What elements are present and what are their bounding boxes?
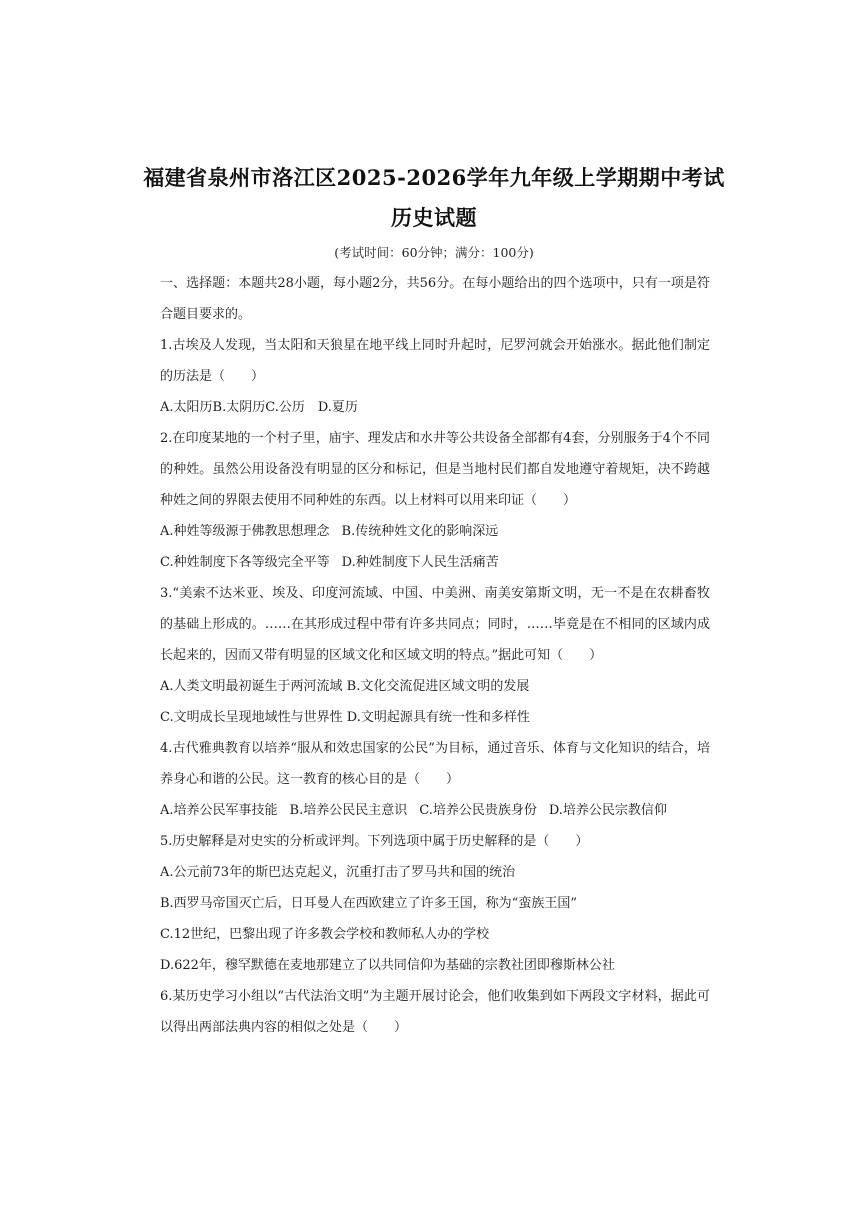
exam-info: (考试时间：60分钟；满分：100分) [334,245,534,260]
question-4-option-a: A.培养公民军事技能 [160,803,278,818]
section-intro: 一、选择题：本题共28小题，每小题2分，共56分。在每小题给出的四个选项中，只有一项是符合题目要求的。 [160,276,710,322]
question-2-option-b: B.传统种姓文化的影响深远 [341,524,499,539]
question-4-options [160,795,710,826]
question-1-stem: 1.古埃及人发现，当太阳和天狼星在地平线上同时升起时，尼罗河就会开始涨水。据此他们制定的历法是（ ） [160,338,710,384]
question-3-options-cd: C.文明成长呈现地域性与世界性 D.文明起源具有统一性和多样性 [160,710,530,725]
question-2-options-cd [160,547,710,578]
question-4-stem: 4.古代雅典教育以培养“服从和效忠国家的公民”为目标，通过音乐、体育与文化知识的结合，培养身心和谐的公民。这一教育的核心目的是（ ） [160,741,710,787]
question-5-option-b: B.西罗马帝国灭亡后，日耳曼人在西欧建立了许多王国，称为“蛮族王国” [160,896,577,911]
question-3-options-ab: A.人类文明最初诞生于两河流域 B.文化交流促进区域文明的发展 [160,679,530,694]
question-4-option-c: C.培养公民贵族身份 [419,803,537,818]
question-5-option-d: D.622年，穆罕默德在麦地那建立了以共同信仰为基础的宗教社团即穆斯林公社 [160,958,615,973]
question-2-stem: 2.在印度某地的一个村子里，庙宇、理发店和水井等公共设备全部都有4套，分别服务于4个不同的种姓。虽然公用设备没有明显的区分和标记，但是当地村民们都自发地遵守着规矩，决不跨越种姓之间的界限去使用不同种姓的东西。以上材料可以用来印证（ ） [160,431,710,508]
question-2-option-a: A.种姓等级源于佛教思想理念 [160,524,330,539]
question-4-option-b: B.培养公民民主意识 [289,803,408,818]
question-6-stem: 6.某历史学习小组以“古代法治文明”为主题开展讨论会，他们收集到如下两段文字材料，据此可以得出两部法典内容的相似之处是（ ） [160,989,710,1035]
question-2-options-ab [160,516,710,547]
question-5-option-a: A.公元前73年的斯巴达克起义，沉重打击了罗马共和国的统治 [160,865,516,880]
question-2-option-c: C.种姓制度下各等级完全平等 [160,555,330,570]
question-1-options: A.太阳历B.太阴历C.公历 D.夏历 [160,400,358,415]
question-5-stem: 5.历史解释是对史实的分析或评判。下列选项中属于历史解释的是（ ） [160,834,589,849]
exam-content [160,268,710,1043]
question-5-option-c: C.12世纪，巴黎出现了许多教会学校和教师私人办的学校 [160,927,490,942]
exam-subject-title: 历史试题 [391,205,477,230]
exam-title: 福建省泉州市洛江区2025-2026学年九年级上学期期中考试 [143,165,725,190]
question-2-option-d: D.种姓制度下人民生活痛苦 [341,555,499,570]
question-3-stem: 3.“美索不达米亚、埃及、印度河流域、中国、中美洲、南美安第斯文明，无一不是在农耕畜牧的基础上形成的。……在其形成过程中带有许多共同点；同时，……毕竟是在不相同的区域内成长起来的，因而又带有明显的区域文化和区域文明的特点。”据此可知（ ） [160,586,710,663]
question-4-option-d: D.培养公民宗教信仰 [548,803,667,818]
